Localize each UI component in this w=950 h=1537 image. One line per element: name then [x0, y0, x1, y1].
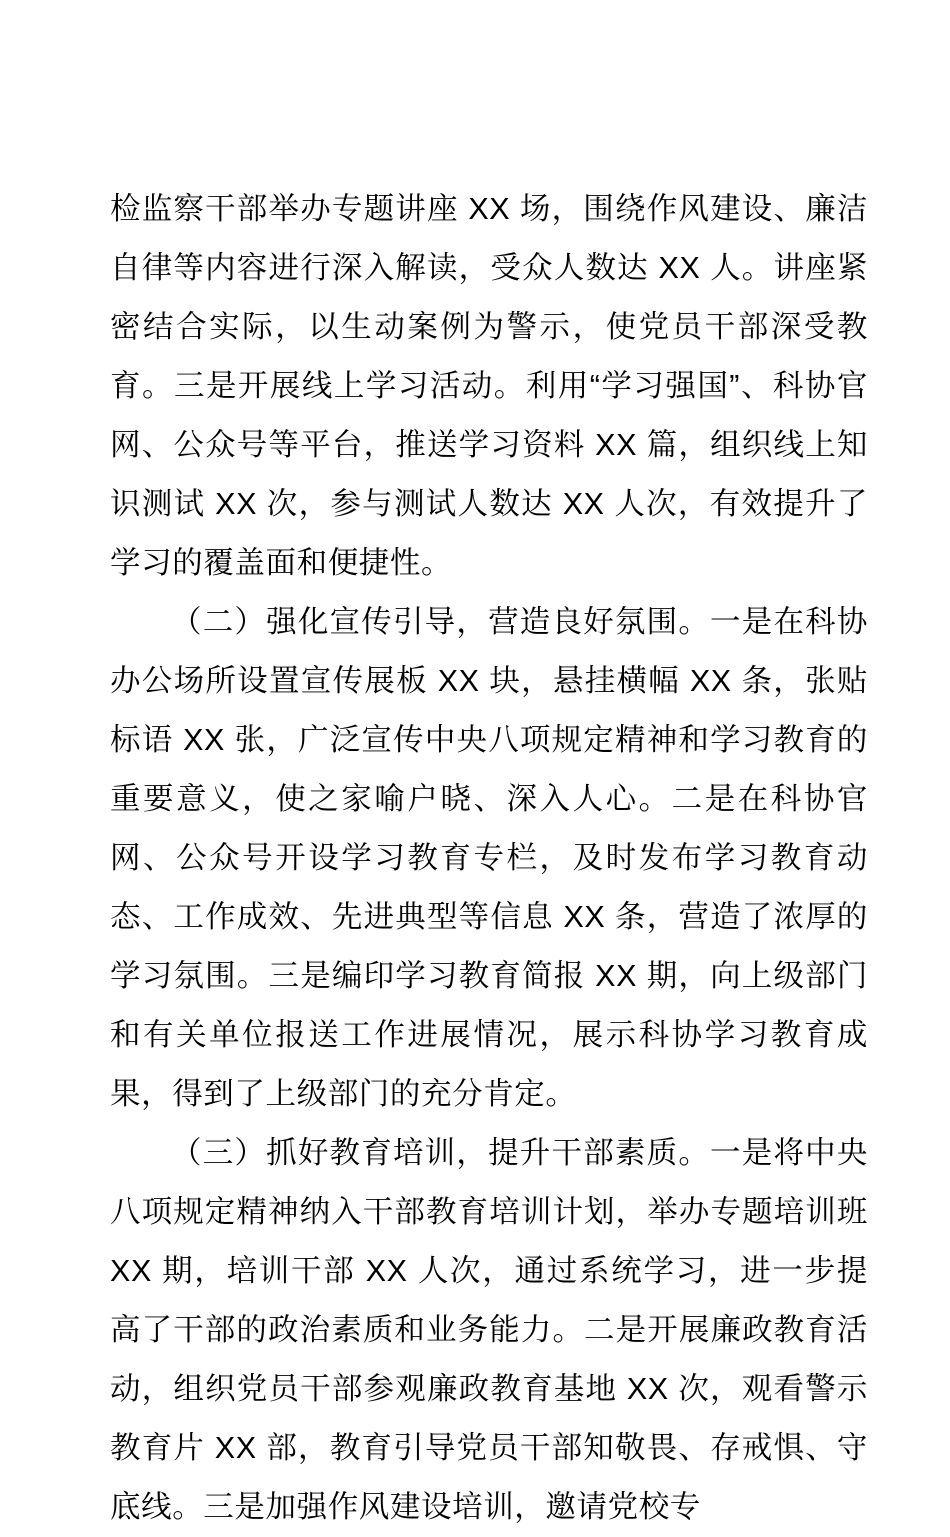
- paragraph-2: （二）强化宣传引导，营造良好氛围。一是在科协办公场所设置宣传展板 XX 块，悬挂横幅 XX 条，张贴标语 XX 张，广泛宣传中央八项规定精神和学习教育的重要意义，使之家喻户晓、深入人心。二是在科协官网、公众号开设学习教育专栏，及时发布学习教育动态、工作成效、先进典型等信息 XX 条，营造了浓厚的学习氛围。三是编印学习教育简报 XX 期，向上级部门和有关单位报送工作进展情况，展示科协学习教育成果，得到了上级部门的充分肯定。: [110, 605, 868, 1111]
- document-body: [110, 180, 868, 1537]
- paragraph-1: 检监察干部举办专题讲座 XX 场，围绕作风建设、廉洁自律等内容进行深入解读，受众人数达 XX 人。讲座紧密结合实际，以生动案例为警示，使党员干部深受教育。三是开展线上学习活动。利用“学习强国”、科协官网、公众号等平台，推送学习资料 XX 篇，组织线上知识测试 XX 次，参与测试人数达 XX 人次，有效提升了学习的覆盖面和便捷性。: [110, 192, 868, 580]
- paragraph-3: （三）抓好教育培训，提升干部素质。一是将中央八项规定精神纳入干部教育培训计划，举办专题培训班 XX 期，培训干部 XX 人次，通过系统学习，进一步提高了干部的政治素质和业务能力。二是开展廉政教育活动，组织党员干部参观廉政教育基地 XX 次，观看警示教育片 XX 部，教育引导党员干部知敬畏、存戒惧、守底线。三是加强作风建设培训，邀请党校专: [110, 1136, 868, 1524]
